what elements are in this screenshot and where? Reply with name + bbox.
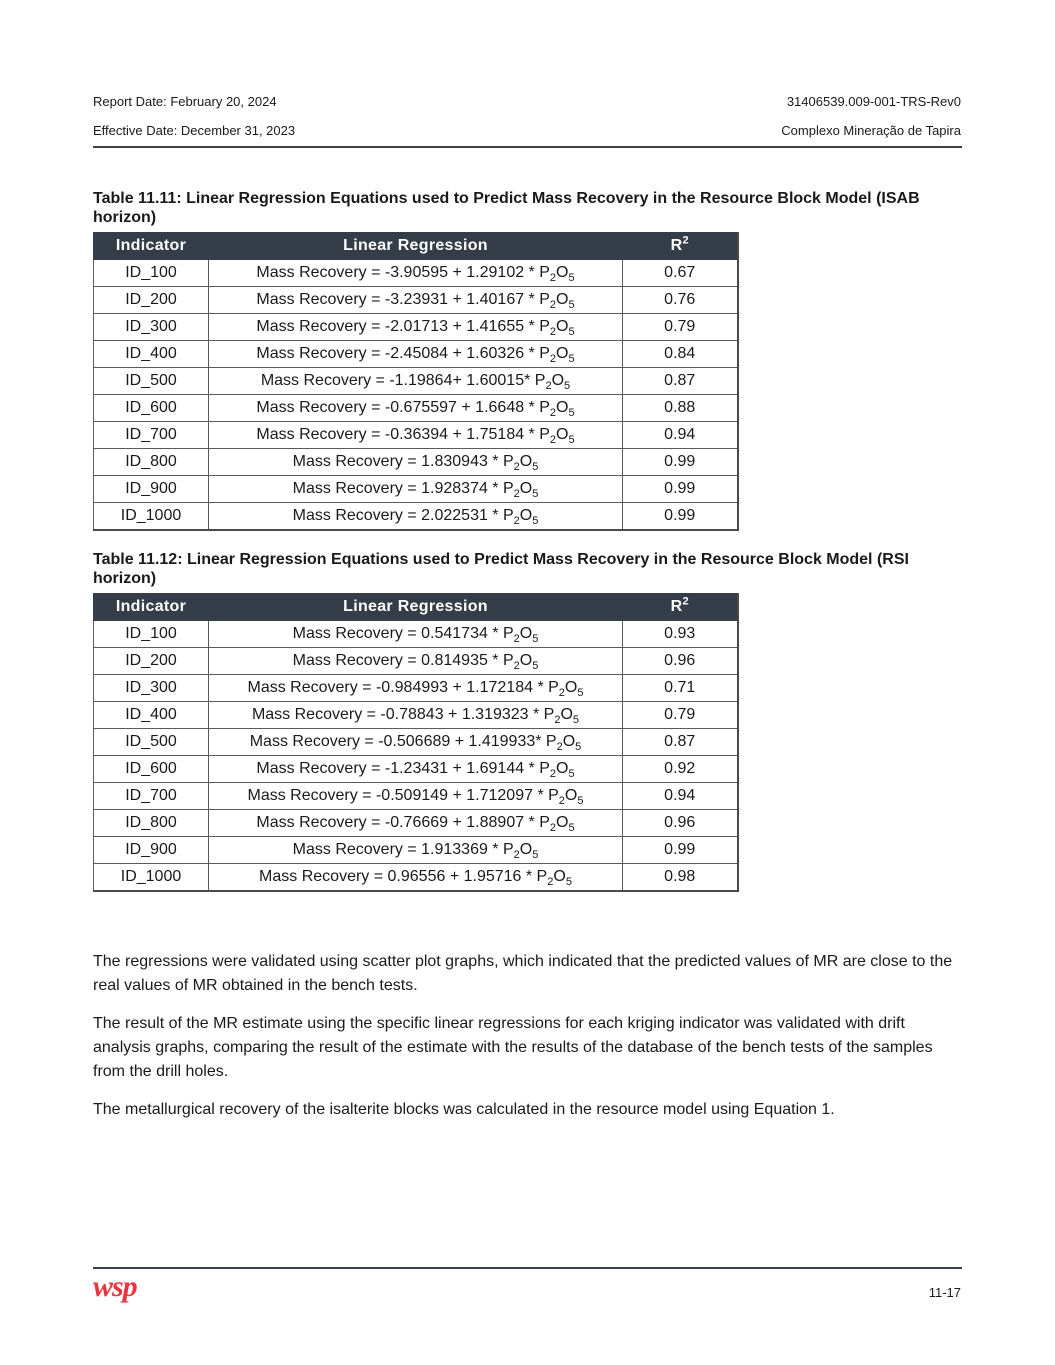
table-row <box>94 702 738 729</box>
table-header-row <box>94 233 738 260</box>
table-row <box>94 395 738 422</box>
indicator-cell: ID_300 <box>94 314 209 341</box>
table-row <box>94 729 738 756</box>
regression-cell: Mass Recovery = $1.913369 * P_2O_5$ <box>209 837 623 864</box>
table-row <box>94 503 738 531</box>
r-squared-cell: 0.71 <box>623 675 738 702</box>
regression-cell: Mass Recovery = $-0.509149 + 1.712097 * P_2O_5$ <box>209 783 623 810</box>
regression-cell: Mass Recovery = $1.928374 * P_2O_5$ <box>209 476 623 503</box>
indicator-cell: ID_800 <box>94 810 209 837</box>
r-squared-cell: 0.88 <box>623 395 738 422</box>
table-11-11 <box>93 232 739 531</box>
table-row <box>94 675 738 702</box>
indicator-cell: ID_400 <box>94 702 209 729</box>
r-squared-cell: 0.76 <box>623 287 738 314</box>
r-squared-cell: 0.94 <box>623 783 738 810</box>
table-row <box>94 449 738 476</box>
indicator-cell: ID_900 <box>94 476 209 503</box>
header-r-squared: $R^2$ <box>623 233 738 260</box>
paragraph-metallurgical-recovery: The metallurgical recovery of the isalterite blocks was calculated in the resource model using Equation 1. <box>93 1101 835 1118</box>
r-squared-cell: 0.94 <box>623 422 738 449</box>
indicator-cell: ID_200 <box>94 648 209 675</box>
header-linear-regression: Linear Regression <box>209 233 623 260</box>
indicator-cell: ID_200 <box>94 287 209 314</box>
indicator-cell: ID_1000 <box>94 503 209 531</box>
r-squared-cell: 0.79 <box>623 702 738 729</box>
r-squared-cell: 0.99 <box>623 837 738 864</box>
table-11-12 <box>93 593 739 892</box>
header-r-squared: $R^2$ <box>623 594 738 621</box>
table-11-11-caption: Table 11.11: Linear Regression Equations used to Predict Mass Recovery in the Resource Block Model (ISAB horizon) <box>93 190 920 226</box>
regression-cell: Mass Recovery = $-0.76669 + 1.88907 * P_2O_5$ <box>209 810 623 837</box>
table-row <box>94 648 738 675</box>
project-name: Complexo Mineração de Tapira <box>781 123 961 138</box>
indicator-cell: ID_100 <box>94 621 209 648</box>
r-squared-cell: 0.99 <box>623 503 738 531</box>
table-row <box>94 341 738 368</box>
indicator-cell: ID_600 <box>94 395 209 422</box>
regression-cell: Mass Recovery = $-0.78843 + 1.319323 * P_2O_5$ <box>209 702 623 729</box>
paragraph-validation: The regressions were validated using scatter plot graphs, which indicated that the predicted values of MR are close to the real values of MR obtained in the bench tests. <box>93 953 953 994</box>
header-linear-regression: Linear Regression <box>209 594 623 621</box>
regression-cell: Mass Recovery = $1.830943 * P_2O_5$ <box>209 449 623 476</box>
header-indicator: Indicator <box>94 594 209 621</box>
indicator-cell: ID_600 <box>94 756 209 783</box>
r-squared-cell: 0.99 <box>623 476 738 503</box>
regression-cell: Mass Recovery = $-0.675597 + 1.6648 * P_2O_5$ <box>209 395 623 422</box>
report-date: Report Date: February 20, 2024 <box>93 94 277 109</box>
wsp-logo <box>93 1272 163 1313</box>
r-squared-cell: 0.67 <box>623 260 738 287</box>
table-11-12-caption: Table 11.12: Linear Regression Equations used to Predict Mass Recovery in the Resource Block Model (RSI horizon) <box>93 551 909 587</box>
regression-cell: Mass Recovery = $-0.36394 + 1.75184 * P_2O_5$ <box>209 422 623 449</box>
document-id: 31406539.009-001-TRS-Rev0 <box>786 94 961 109</box>
regression-cell: Mass Recovery = $-3.90595 + 1.29102 * P_2O_5$ <box>209 260 623 287</box>
indicator-cell: ID_1000 <box>94 864 209 892</box>
table-row <box>94 476 738 503</box>
r-squared-cell: 0.87 <box>623 729 738 756</box>
table-row <box>94 837 738 864</box>
table-row <box>94 864 738 892</box>
r-squared-cell: 0.93 <box>623 621 738 648</box>
r-squared-cell: 0.92 <box>623 756 738 783</box>
regression-cell: Mass Recovery = $-0.984993 + 1.172184 * P_2O_5$ <box>209 675 623 702</box>
indicator-cell: ID_700 <box>94 422 209 449</box>
regression-cell: Mass Recovery = $-2.01713 + 1.41655 * P_2O_5$ <box>209 314 623 341</box>
table-row <box>94 260 738 287</box>
svg-text:wsp: wsp <box>93 1272 137 1303</box>
table-row <box>94 287 738 314</box>
header-indicator: Indicator <box>94 233 209 260</box>
header-divider <box>93 146 962 148</box>
regression-cell: Mass Recovery = $0.541734 * P_2O_5$ <box>209 621 623 648</box>
indicator-cell: ID_100 <box>94 260 209 287</box>
regression-cell: Mass Recovery = -0.506689 + 1.419933* $P_2O_5$ <box>209 729 623 756</box>
r-squared-cell: 0.96 <box>623 648 738 675</box>
paragraph-drift-analysis: The result of the MR estimate using the specific linear regressions for each kriging indicator was validated with drift analysis graphs, comparing the result of the estimate with the results of the database of the bench tests of the samples from the drill holes. <box>93 1015 933 1080</box>
regression-cell: Mass Recovery = $-3.23931 + 1.40167 * P_2O_5$ <box>209 287 623 314</box>
table-row <box>94 810 738 837</box>
indicator-cell: ID_500 <box>94 729 209 756</box>
r-squared-cell: 0.98 <box>623 864 738 892</box>
indicator-cell: ID_400 <box>94 341 209 368</box>
indicator-cell: ID_300 <box>94 675 209 702</box>
table-row <box>94 783 738 810</box>
regression-cell: Mass Recovery = -1.19864+ 1.60015* $P_2O_5$ <box>209 368 623 395</box>
wsp-logo-mark <box>93 1272 163 1308</box>
r-squared-cell: 0.87 <box>623 368 738 395</box>
indicator-cell: ID_800 <box>94 449 209 476</box>
table-row <box>94 368 738 395</box>
table-row <box>94 314 738 341</box>
regression-cell: Mass Recovery = $0.814935 * P_2O_5$ <box>209 648 623 675</box>
regression-cell: Mass Recovery = $0.96556 + 1.95716 * P_2O_5$ <box>209 864 623 892</box>
table-row <box>94 756 738 783</box>
regression-cell: Mass Recovery = $2.022531 * P_2O_5$ <box>209 503 623 531</box>
regression-cell: Mass Recovery = $-1.23431 + 1.69144 * P_2O_5$ <box>209 756 623 783</box>
indicator-cell: ID_500 <box>94 368 209 395</box>
effective-date: Effective Date: December 31, 2023 <box>93 123 296 138</box>
r-squared-cell: 0.79 <box>623 314 738 341</box>
footer-divider <box>93 1267 962 1269</box>
table-row <box>94 621 738 648</box>
regression-cell: Mass Recovery = $-2.45084 + 1.60326 * P_2O_5$ <box>209 341 623 368</box>
indicator-cell: ID_900 <box>94 837 209 864</box>
r-squared-cell: 0.84 <box>623 341 738 368</box>
r-squared-cell: 0.96 <box>623 810 738 837</box>
table-header-row <box>94 594 738 621</box>
r-squared-cell: 0.99 <box>623 449 738 476</box>
page-number: 11-17 <box>928 1285 961 1300</box>
indicator-cell: ID_700 <box>94 783 209 810</box>
table-row <box>94 422 738 449</box>
